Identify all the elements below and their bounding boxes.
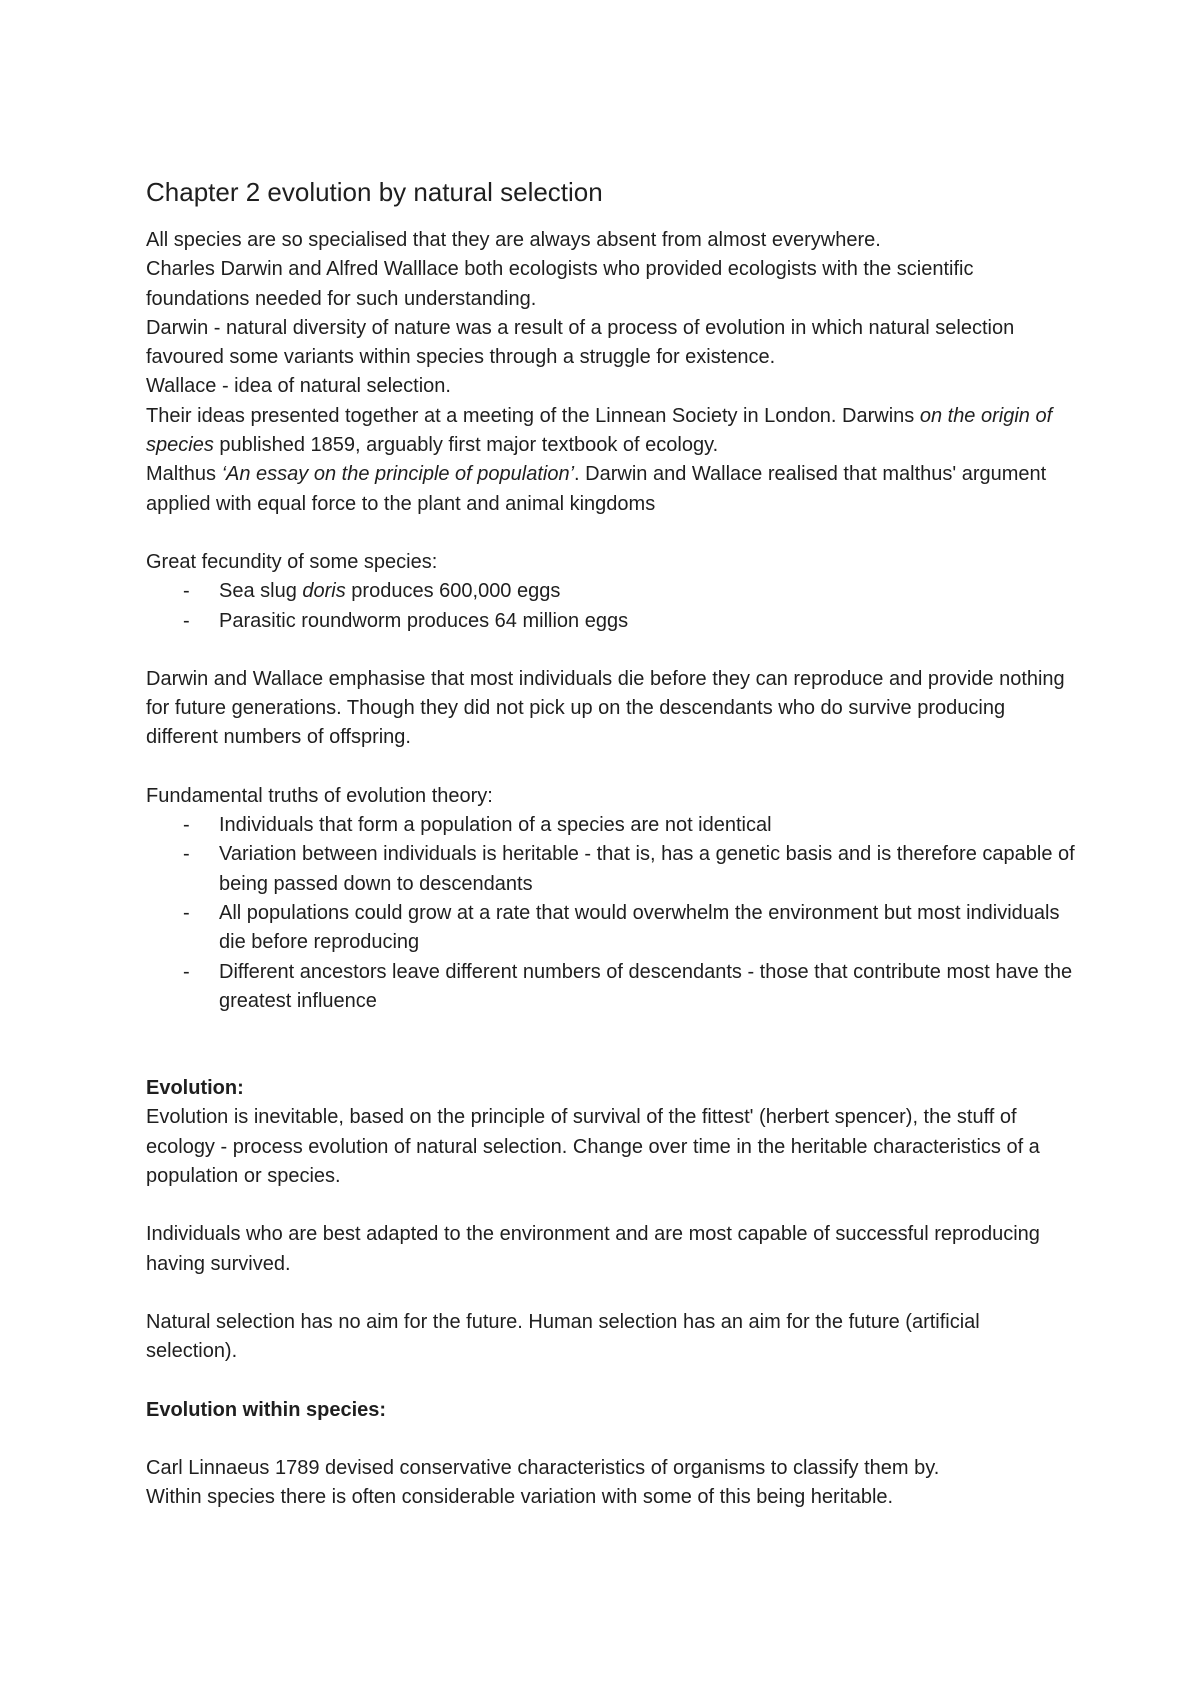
list-item: - Parasitic roundworm produces 64 million eggs — [146, 607, 1076, 636]
list-item: - Different ancestors leave different numbers of descendants - those that contribute most have the greatest influence — [146, 958, 1076, 1017]
evolution-paragraph-1: Evolution is inevitable, based on the principle of survival of the fittest' (herbert spencer), the stuff of ecology - process evolution of natural selection. Change over time in the heritable characteristics of a population or species. — [146, 1106, 1040, 1188]
intro-line-5-text-b: published 1859, arguably first major textbook of ecology. — [213, 434, 719, 457]
list-item: - Sea slug doris produces 600,000 eggs — [146, 577, 1076, 606]
intro-line-6-text-a: Malthus — [146, 463, 222, 486]
list-item: - All populations could grow at a rate that would overwhelm the environment but most individuals die before reproducing — [146, 899, 1076, 958]
intro-line-6-italic: ‘An essay on the principle of population’ — [221, 463, 575, 486]
intro-line-3: Darwin - natural diversity of nature was a result of a process of evolution in which natural selection favoured some variants within species through a struggle for existence. — [146, 316, 1015, 369]
list-item: - Individuals that form a population of a species are not identical — [146, 811, 1076, 840]
bullet-dash: - — [183, 580, 190, 603]
within-species-paragraph-1: Carl Linnaeus 1789 devised conservative characteristics of organisms to classify them by. — [146, 1456, 940, 1479]
bullet-dash: - — [183, 609, 190, 632]
intro-line-6-text-b: . Darwin and Wallace realised that malthus' argument applied with equal force to the plant and animal kingdoms — [146, 463, 1047, 515]
intro-line-4: Wallace - idea of natural selection. — [146, 375, 451, 398]
intro-line-5-text-a: Their ideas presented together at a meeting of the Linnean Society in London. Darwins — [146, 404, 920, 427]
truths-list — [146, 811, 1076, 1016]
fecundity-heading: Great fecundity of some species: — [146, 550, 438, 573]
list-item: - Variation between individuals is heritable - that is, has a genetic basis and is therefore capable of being passed down to descendants — [146, 840, 1076, 899]
emphasis-paragraph: Darwin and Wallace emphasise that most individuals die before they can reproduce and provide nothing for future generations. Though they did not pick up on the descendants who do survive producing different numbers of offspring. — [146, 667, 1065, 749]
truths-heading: Fundamental truths of evolution theory: — [146, 784, 493, 807]
bullet-dash: - — [183, 901, 190, 924]
evolution-paragraph-2: Individuals who are best adapted to the environment and are most capable of successful reproducing having survived. — [146, 1223, 1040, 1275]
evolution-paragraph-3: Natural selection has no aim for the future. Human selection has an aim for the future (artificial selection). — [146, 1310, 980, 1363]
intro-line-5 — [146, 402, 1076, 461]
intro-line-6 — [146, 460, 1076, 519]
intro-line-1: All species are so specialised that they are always absent from almost everywhere. — [146, 229, 881, 251]
within-species-heading: Evolution within species: — [146, 1398, 387, 1421]
fecundity-list — [146, 577, 1076, 636]
bullet-dash: - — [183, 960, 190, 983]
within-species-paragraph-2: Within species there is often considerable variation with some of this being heritable. — [146, 1486, 894, 1509]
page-title: Chapter 2 evolution by natural selection — [146, 177, 603, 207]
intro-line-5-italic: on the origin of species — [146, 404, 1053, 457]
bullet-dash: - — [183, 843, 190, 866]
evolution-heading: Evolution: — [146, 1077, 244, 1100]
bullet-dash: - — [183, 814, 190, 837]
intro-line-2: Charles Darwin and Alfred Walllace both ecologists who provided ecologists with the scientific foundations needed for such understanding. — [146, 258, 974, 310]
document-page — [146, 172, 1076, 1512]
